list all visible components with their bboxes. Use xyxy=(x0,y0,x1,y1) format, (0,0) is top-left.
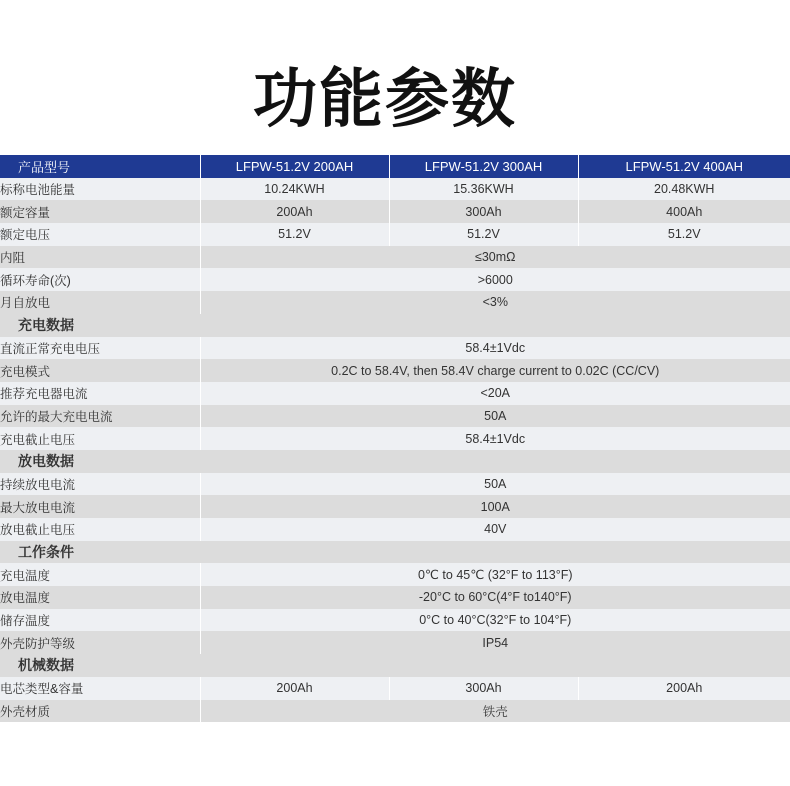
cell-value: >6000 xyxy=(200,268,790,291)
row-label: 持续放电电流 xyxy=(0,473,200,496)
header-model-2: LFPW-51.2V 300AH xyxy=(389,155,578,178)
table-row xyxy=(0,223,790,246)
table-row xyxy=(0,473,790,496)
cell-value: 58.4±1Vdc xyxy=(200,337,790,360)
table-row xyxy=(0,700,790,723)
cell-value: 58.4±1Vdc xyxy=(200,427,790,450)
table-row xyxy=(0,200,790,223)
cell-value: <20A xyxy=(200,382,790,405)
row-label: 最大放电电流 xyxy=(0,495,200,518)
header-model-3: LFPW-51.2V 400AH xyxy=(578,155,790,178)
table-row xyxy=(0,563,790,586)
table-row xyxy=(0,495,790,518)
table-row xyxy=(0,609,790,632)
cell-value: 10.24KWH xyxy=(200,178,389,201)
cell-value: 200Ah xyxy=(578,677,790,700)
table-row xyxy=(0,359,790,382)
cell-value: 20.48KWH xyxy=(578,178,790,201)
cell-value: 200Ah xyxy=(200,200,389,223)
section-row xyxy=(0,450,790,473)
table-row xyxy=(0,246,790,269)
cell-value: 40V xyxy=(200,518,790,541)
row-label: 允许的最大充电电流 xyxy=(0,405,200,428)
row-label: 月自放电 xyxy=(0,291,200,314)
cell-value: 51.2V xyxy=(200,223,389,246)
cell-value: IP54 xyxy=(200,631,790,654)
row-label: 储存温度 xyxy=(0,609,200,632)
table-row xyxy=(0,382,790,405)
cell-value: 400Ah xyxy=(578,200,790,223)
table-row xyxy=(0,586,790,609)
section-row xyxy=(0,314,790,337)
section-title: 机械数据 xyxy=(0,654,790,677)
cell-value: 51.2V xyxy=(578,223,790,246)
row-label: 电芯类型&容量 xyxy=(0,677,200,700)
header-model-1: LFPW-51.2V 200AH xyxy=(200,155,389,178)
page-title: 功能参数 xyxy=(253,63,517,137)
cell-value: 200Ah xyxy=(200,677,389,700)
section-title: 充电数据 xyxy=(0,314,790,337)
row-label: 充电截止电压 xyxy=(0,427,200,450)
cell-value: 铁壳 xyxy=(200,700,790,723)
table-row xyxy=(0,631,790,654)
row-label: 内阻 xyxy=(0,246,200,269)
cell-value: 300Ah xyxy=(389,200,578,223)
section-row xyxy=(0,541,790,564)
cell-value: ≤30mΩ xyxy=(200,246,790,269)
cell-value: <3% xyxy=(200,291,790,314)
section-title: 工作条件 xyxy=(0,541,790,564)
section-row xyxy=(0,654,790,677)
table-row xyxy=(0,427,790,450)
row-label: 额定容量 xyxy=(0,200,200,223)
row-label: 外壳防护等级 xyxy=(0,631,200,654)
row-label: 额定电压 xyxy=(0,223,200,246)
cell-value: 50A xyxy=(200,473,790,496)
row-label: 直流正常充电电压 xyxy=(0,337,200,360)
cell-value: 15.36KWH xyxy=(389,178,578,201)
table-row xyxy=(0,405,790,428)
cell-value: 0℃ to 45℃ (32°F to 113°F) xyxy=(200,563,790,586)
cell-value: 51.2V xyxy=(389,223,578,246)
section-title: 放电数据 xyxy=(0,450,790,473)
row-label: 放电温度 xyxy=(0,586,200,609)
row-label: 标称电池能量 xyxy=(0,178,200,201)
table-row xyxy=(0,677,790,700)
cell-value: 300Ah xyxy=(389,677,578,700)
cell-value: 0°C to 40°C(32°F to 104°F) xyxy=(200,609,790,632)
cell-value: 100A xyxy=(200,495,790,518)
row-label: 充电模式 xyxy=(0,359,200,382)
table-row xyxy=(0,337,790,360)
row-label: 外壳材质 xyxy=(0,700,200,723)
cell-value: -20°C to 60°C(4°F to140°F) xyxy=(200,586,790,609)
row-label: 推荐充电器电流 xyxy=(0,382,200,405)
table-row xyxy=(0,518,790,541)
table-row xyxy=(0,291,790,314)
table-row xyxy=(0,268,790,291)
header-label: 产品型号 xyxy=(0,155,200,178)
table-header-row xyxy=(0,155,790,178)
row-label: 充电温度 xyxy=(0,563,200,586)
table-row xyxy=(0,178,790,201)
cell-value: 50A xyxy=(200,405,790,428)
row-label: 循环寿命(次) xyxy=(0,268,200,291)
spec-table xyxy=(0,155,790,722)
row-label: 放电截止电压 xyxy=(0,518,200,541)
cell-value: 0.2C to 58.4V, then 58.4V charge current to 0.02C (CC/CV) xyxy=(200,359,790,382)
